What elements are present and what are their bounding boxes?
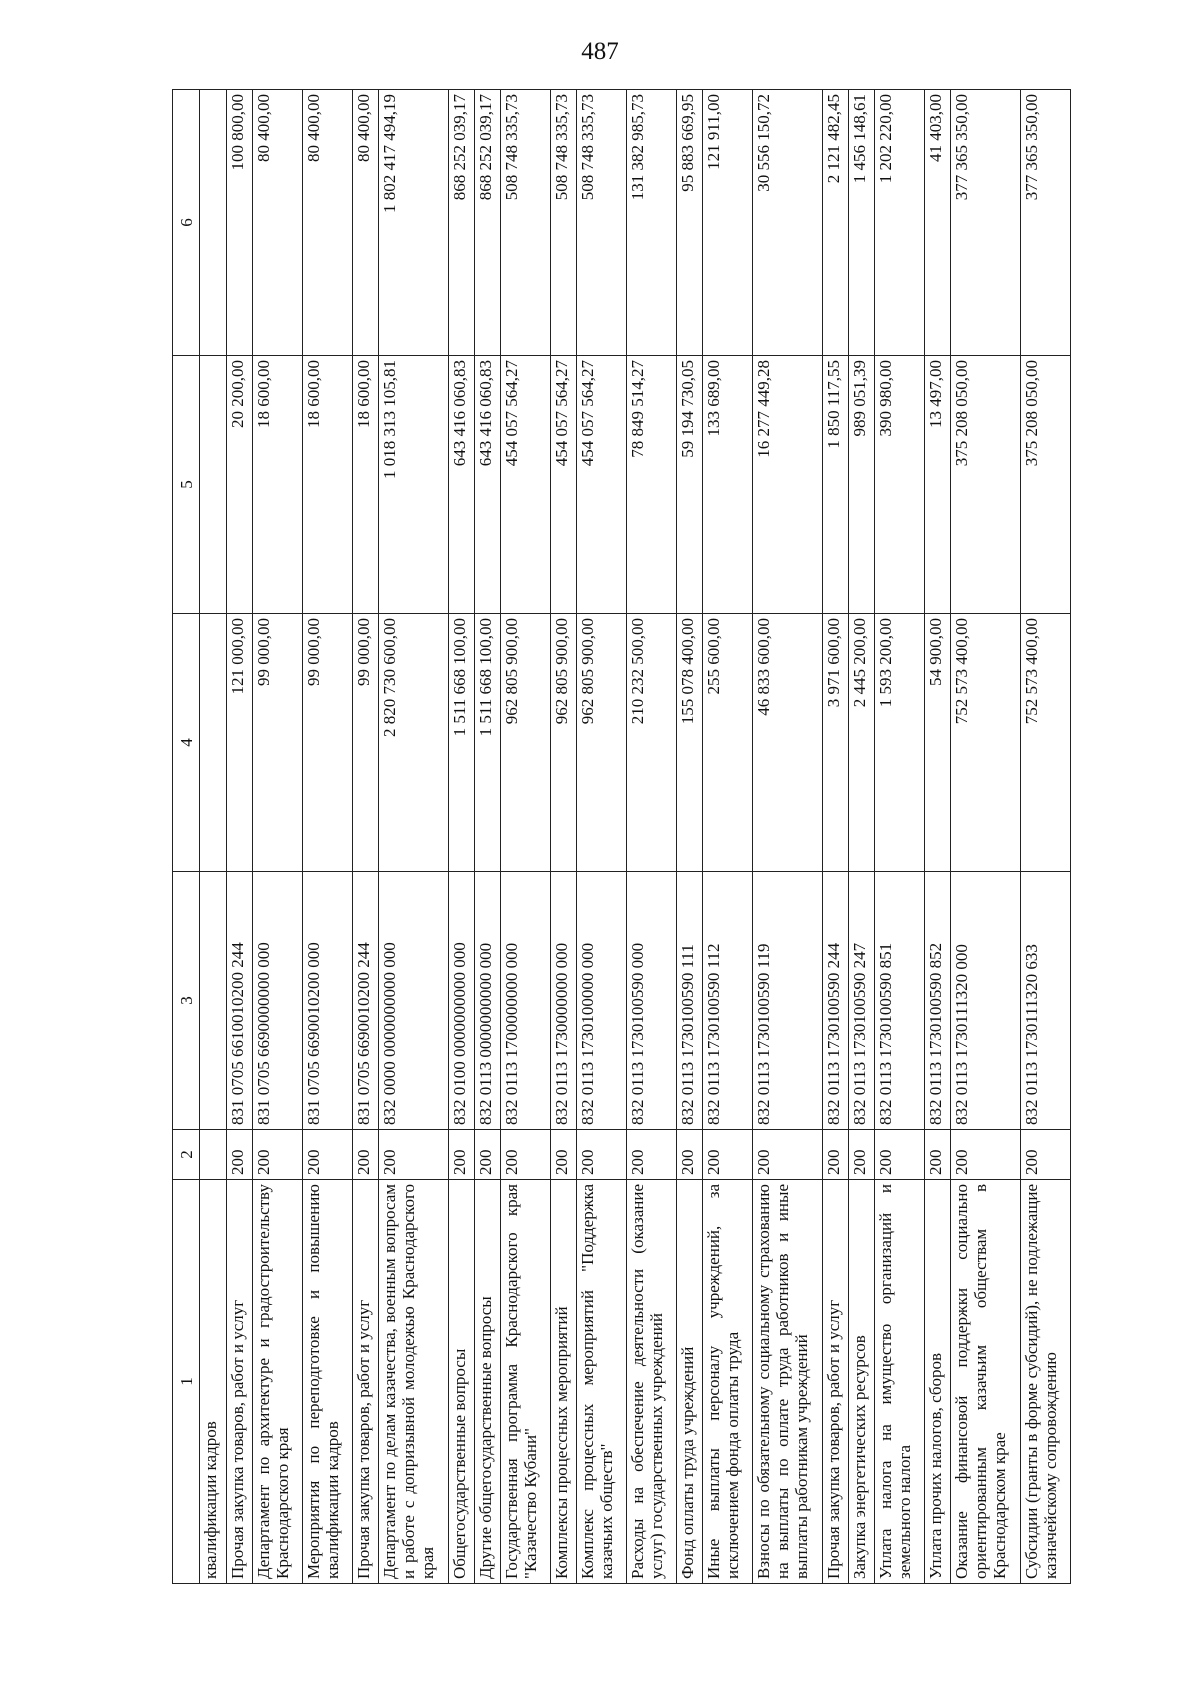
row-code: 831 0705 6690010200 000 [303,872,353,1130]
header-cell: 3 [173,872,200,1130]
row-col5: 13 497,00 [925,356,951,614]
row-name: Общегосударственные вопросы [449,1180,475,1584]
table-row [627,90,677,1584]
table-row [951,90,1021,1584]
row-code: 832 0113 1730100590 000 [627,872,677,1130]
row-col2: 200 [449,1130,475,1180]
row-code: 831 0705 6610010200 244 [227,872,253,1130]
row-col2: 200 [753,1130,823,1180]
row-col6: 508 748 335,73 [501,90,551,356]
table-row [227,90,253,1584]
row-code: 832 0113 1730100590 111 [677,872,703,1130]
row-col5 [200,356,227,614]
row-name: Прочая закупка товаров, работ и услуг [227,1180,253,1584]
row-name: Департамент по архитектуре и градостроительству Краснодарского края [253,1180,303,1584]
row-col4: 46 833 600,00 [753,614,823,872]
row-col5: 454 057 564,27 [577,356,627,614]
row-col2: 200 [677,1130,703,1180]
row-col6: 41 403,00 [925,90,951,356]
row-col2 [200,1130,227,1180]
row-name: Другие общегосударственные вопросы [475,1180,501,1584]
row-code: 832 0113 0000000000 000 [475,872,501,1130]
row-col2: 200 [227,1130,253,1180]
row-col6: 2 121 482,45 [823,90,849,356]
row-col4: 1 511 668 100,00 [449,614,475,872]
row-col4: 155 078 400,00 [677,614,703,872]
row-col2: 200 [823,1130,849,1180]
row-code: 832 0100 0000000000 000 [449,872,475,1130]
row-name: Оказание финансовой поддержки социально ориентированным казачьим обществам в Краснодарском крае [951,1180,1021,1584]
row-col4: 3 971 600,00 [823,614,849,872]
header-cell: 4 [173,614,200,872]
row-col6: 80 400,00 [253,90,303,356]
row-col2: 200 [925,1130,951,1180]
row-col6: 868 252 039,17 [449,90,475,356]
row-col4: 962 805 900,00 [577,614,627,872]
table-row [303,90,353,1584]
row-col6: 121 911,00 [703,90,753,356]
row-code: 832 0113 1730100590 119 [753,872,823,1130]
table-row [475,90,501,1584]
row-col4: 121 000,00 [227,614,253,872]
row-col6: 80 400,00 [353,90,379,356]
row-col5: 78 849 514,27 [627,356,677,614]
row-col4: 962 805 900,00 [551,614,577,872]
header-cell: 6 [173,90,200,356]
row-col5: 133 689,00 [703,356,753,614]
row-col5: 18 600,00 [253,356,303,614]
row-name: Комплекс процессных мероприятий "Поддержка казачьих обществ" [577,1180,627,1584]
row-name: Расходы на обеспечение деятельности (оказание услуг) государственных учреждений [627,1180,677,1584]
row-col2: 200 [875,1130,925,1180]
row-code: 832 0113 1700000000 000 [501,872,551,1130]
table-row [577,90,627,1584]
row-col4: 962 805 900,00 [501,614,551,872]
row-col2: 200 [303,1130,353,1180]
row-code: 832 0113 1730100000 000 [577,872,627,1130]
row-col5: 1 018 313 105,81 [379,356,449,614]
row-col6: 95 883 669,95 [677,90,703,356]
row-name: Уплата налога на имущество организаций и земельного налога [875,1180,925,1584]
header-cell: 1 [173,1180,200,1584]
row-code: 832 0113 1730111320 633 [1021,872,1071,1130]
row-col6 [200,90,227,356]
table-row [925,90,951,1584]
row-name: Государственная программа Краснодарского края "Казачество Кубани" [501,1180,551,1584]
row-col2: 200 [849,1130,875,1180]
row-name: Комплексы процессных мероприятий [551,1180,577,1584]
table-header-row [173,90,200,1584]
budget-table [172,89,1071,1584]
row-col6: 30 556 150,72 [753,90,823,356]
row-code: 832 0113 1730000000 000 [551,872,577,1130]
row-col2: 200 [577,1130,627,1180]
row-col5: 390 980,00 [875,356,925,614]
row-col4: 1 511 668 100,00 [475,614,501,872]
row-col5: 18 600,00 [303,356,353,614]
row-col2: 200 [501,1130,551,1180]
row-col5: 20 200,00 [227,356,253,614]
row-col6: 377 365 350,00 [951,90,1021,356]
row-col5: 989 051,39 [849,356,875,614]
row-col2: 200 [627,1130,677,1180]
row-col2: 200 [379,1130,449,1180]
row-col5: 643 416 060,83 [449,356,475,614]
row-name: Субсидии (гранты в форме субсидий), не подлежащие казначейскому сопровождению [1021,1180,1071,1584]
row-col5: 1 850 117,55 [823,356,849,614]
row-col6: 80 400,00 [303,90,353,356]
table-row [753,90,823,1584]
table-row [551,90,577,1584]
rotated-table-wrapper [172,90,1136,1584]
row-col4: 99 000,00 [253,614,303,872]
row-col2: 200 [951,1130,1021,1180]
row-col6: 1 456 148,61 [849,90,875,356]
row-col2: 200 [551,1130,577,1180]
row-name: Прочая закупка товаров, работ и услуг [823,1180,849,1584]
row-code: 832 0113 1730100590 112 [703,872,753,1130]
row-name: квалификации кадров [200,1180,227,1584]
row-code: 831 0705 6690010200 244 [353,872,379,1130]
row-col6: 131 382 985,73 [627,90,677,356]
row-col4: 1 593 200,00 [875,614,925,872]
table-row [253,90,303,1584]
row-col6: 868 252 039,17 [475,90,501,356]
row-col4: 2 445 200,00 [849,614,875,872]
row-name: Закупка энергетических ресурсов [849,1180,875,1584]
row-col4: 210 232 500,00 [627,614,677,872]
row-col6: 377 365 350,00 [1021,90,1071,356]
row-col4 [200,614,227,872]
row-code: 832 0113 1730100590 247 [849,872,875,1130]
row-col2: 200 [475,1130,501,1180]
row-col6: 1 202 220,00 [875,90,925,356]
row-col6: 100 800,00 [227,90,253,356]
row-col5: 454 057 564,27 [551,356,577,614]
row-col4: 54 900,00 [925,614,951,872]
row-col2: 200 [353,1130,379,1180]
row-col2: 200 [253,1130,303,1180]
row-name: Фонд оплаты труда учреждений [677,1180,703,1584]
row-col4: 2 820 730 600,00 [379,614,449,872]
row-col6: 508 748 335,73 [551,90,577,356]
row-code: 831 0705 6690000000 000 [253,872,303,1130]
row-col5: 643 416 060,83 [475,356,501,614]
table-row [875,90,925,1584]
row-col4: 752 573 400,00 [951,614,1021,872]
table-row [449,90,475,1584]
row-col4: 99 000,00 [353,614,379,872]
row-col2: 200 [703,1130,753,1180]
table-row [849,90,875,1584]
row-code: 832 0000 0000000000 000 [379,872,449,1130]
header-cell: 5 [173,356,200,614]
row-col4: 99 000,00 [303,614,353,872]
row-name: Департамент по делам казачества, военным вопросам и работе с допризывной молодежью Краснодарского края [379,1180,449,1584]
row-col5: 18 600,00 [353,356,379,614]
row-col4: 255 600,00 [703,614,753,872]
table-row [823,90,849,1584]
row-col5: 375 208 050,00 [951,356,1021,614]
row-code: 832 0113 1730100590 851 [875,872,925,1130]
row-code [200,872,227,1130]
row-col6: 1 802 417 494,19 [379,90,449,356]
row-col4: 752 573 400,00 [1021,614,1071,872]
table-row [1021,90,1071,1584]
row-code: 832 0113 1730100590 852 [925,872,951,1130]
row-col6: 508 748 335,73 [577,90,627,356]
header-cell: 2 [173,1130,200,1180]
table-row [501,90,551,1584]
row-col5: 375 208 050,00 [1021,356,1071,614]
row-name: Взносы по обязательному социальному страхованию на выплаты по оплате труда работников и иные выплаты работникам учреждений [753,1180,823,1584]
table-row [379,90,449,1584]
row-name: Иные выплаты персоналу учреждений, за исключением фонда оплаты труда [703,1180,753,1584]
row-name: Уплата прочих налогов, сборов [925,1180,951,1584]
row-name: Мероприятия по переподготовке и повышению квалификации кадров [303,1180,353,1584]
row-name: Прочая закупка товаров, работ и услуг [353,1180,379,1584]
row-col5: 16 277 449,28 [753,356,823,614]
table-row [703,90,753,1584]
row-col5: 454 057 564,27 [501,356,551,614]
table-row [353,90,379,1584]
row-code: 832 0113 1730100590 244 [823,872,849,1130]
table-row [677,90,703,1584]
row-code: 832 0113 1730111320 000 [951,872,1021,1130]
page-number: 487 [581,38,619,65]
table-row [200,90,227,1584]
row-col5: 59 194 730,05 [677,356,703,614]
row-col2: 200 [1021,1130,1071,1180]
